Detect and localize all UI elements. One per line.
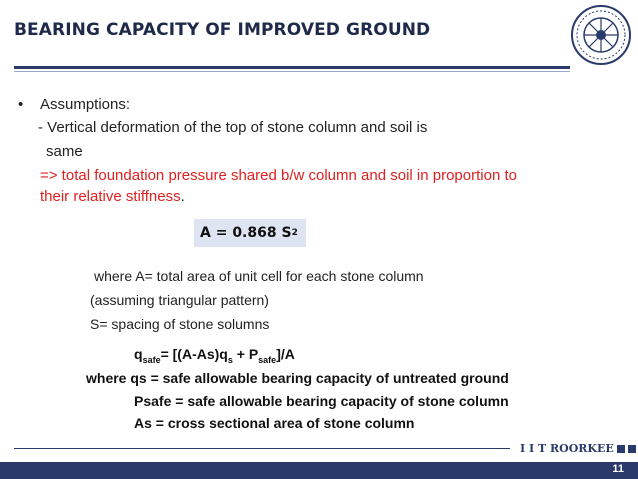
- area-formula-exponent: 2: [291, 228, 298, 238]
- iit-roorkee-seal-icon: [570, 4, 632, 66]
- q-plus: + P: [232, 346, 259, 362]
- as-definition: As = cross sectional area of stone column: [134, 415, 415, 431]
- q-sub-s: s: [227, 354, 233, 365]
- slide-title: BEARING CAPACITY OF IMPROVED GROUND: [14, 20, 431, 40]
- footer-square-icon: [617, 445, 625, 453]
- assumption-line-2: same: [46, 143, 83, 160]
- bullet-marker: •: [18, 96, 24, 113]
- area-formula: [194, 219, 306, 247]
- q-end: ]/A: [276, 346, 295, 362]
- stiffness-period: .: [180, 188, 185, 205]
- triangular-pattern-note: (assuming triangular pattern): [90, 292, 269, 308]
- area-formula-text: A = 0.868 S: [200, 225, 292, 241]
- q-safe-formula: [134, 346, 295, 365]
- page-number: 11: [612, 463, 624, 475]
- stiffness-line-1: => total foundation pressure shared b/w column and soil in proportion to: [40, 167, 517, 184]
- q-mid: = [(A-As)q: [160, 346, 228, 362]
- title-rule: [14, 66, 570, 69]
- footer-brand-text: I I T ROORKEE: [520, 442, 614, 455]
- q-symbol: q: [134, 346, 143, 362]
- assumption-line-1: - Vertical deformation of the top of stone column and soil is: [38, 119, 428, 136]
- spacing-definition: S= spacing of stone solumns: [90, 316, 270, 332]
- footer-bar: [0, 462, 638, 479]
- psafe-definition: Psafe = safe allowable bearing capacity of stone column: [134, 393, 509, 409]
- qs-definition: where qs = safe allowable bearing capacity of untreated ground: [86, 370, 509, 386]
- title-rule-thin: [14, 71, 570, 72]
- where-area-definition: where A= total area of unit cell for each stone column: [94, 268, 424, 284]
- stiffness-line-2-text: their relative stiffness: [40, 188, 181, 205]
- q-sub-safe: safe: [142, 354, 161, 365]
- p-sub-safe: safe: [258, 354, 277, 365]
- footer-rule: [14, 448, 510, 449]
- bullet-heading: Assumptions:: [40, 96, 131, 113]
- stiffness-line-2: [40, 188, 185, 205]
- footer-square-icon: [628, 445, 636, 453]
- footer-brand: [520, 442, 638, 455]
